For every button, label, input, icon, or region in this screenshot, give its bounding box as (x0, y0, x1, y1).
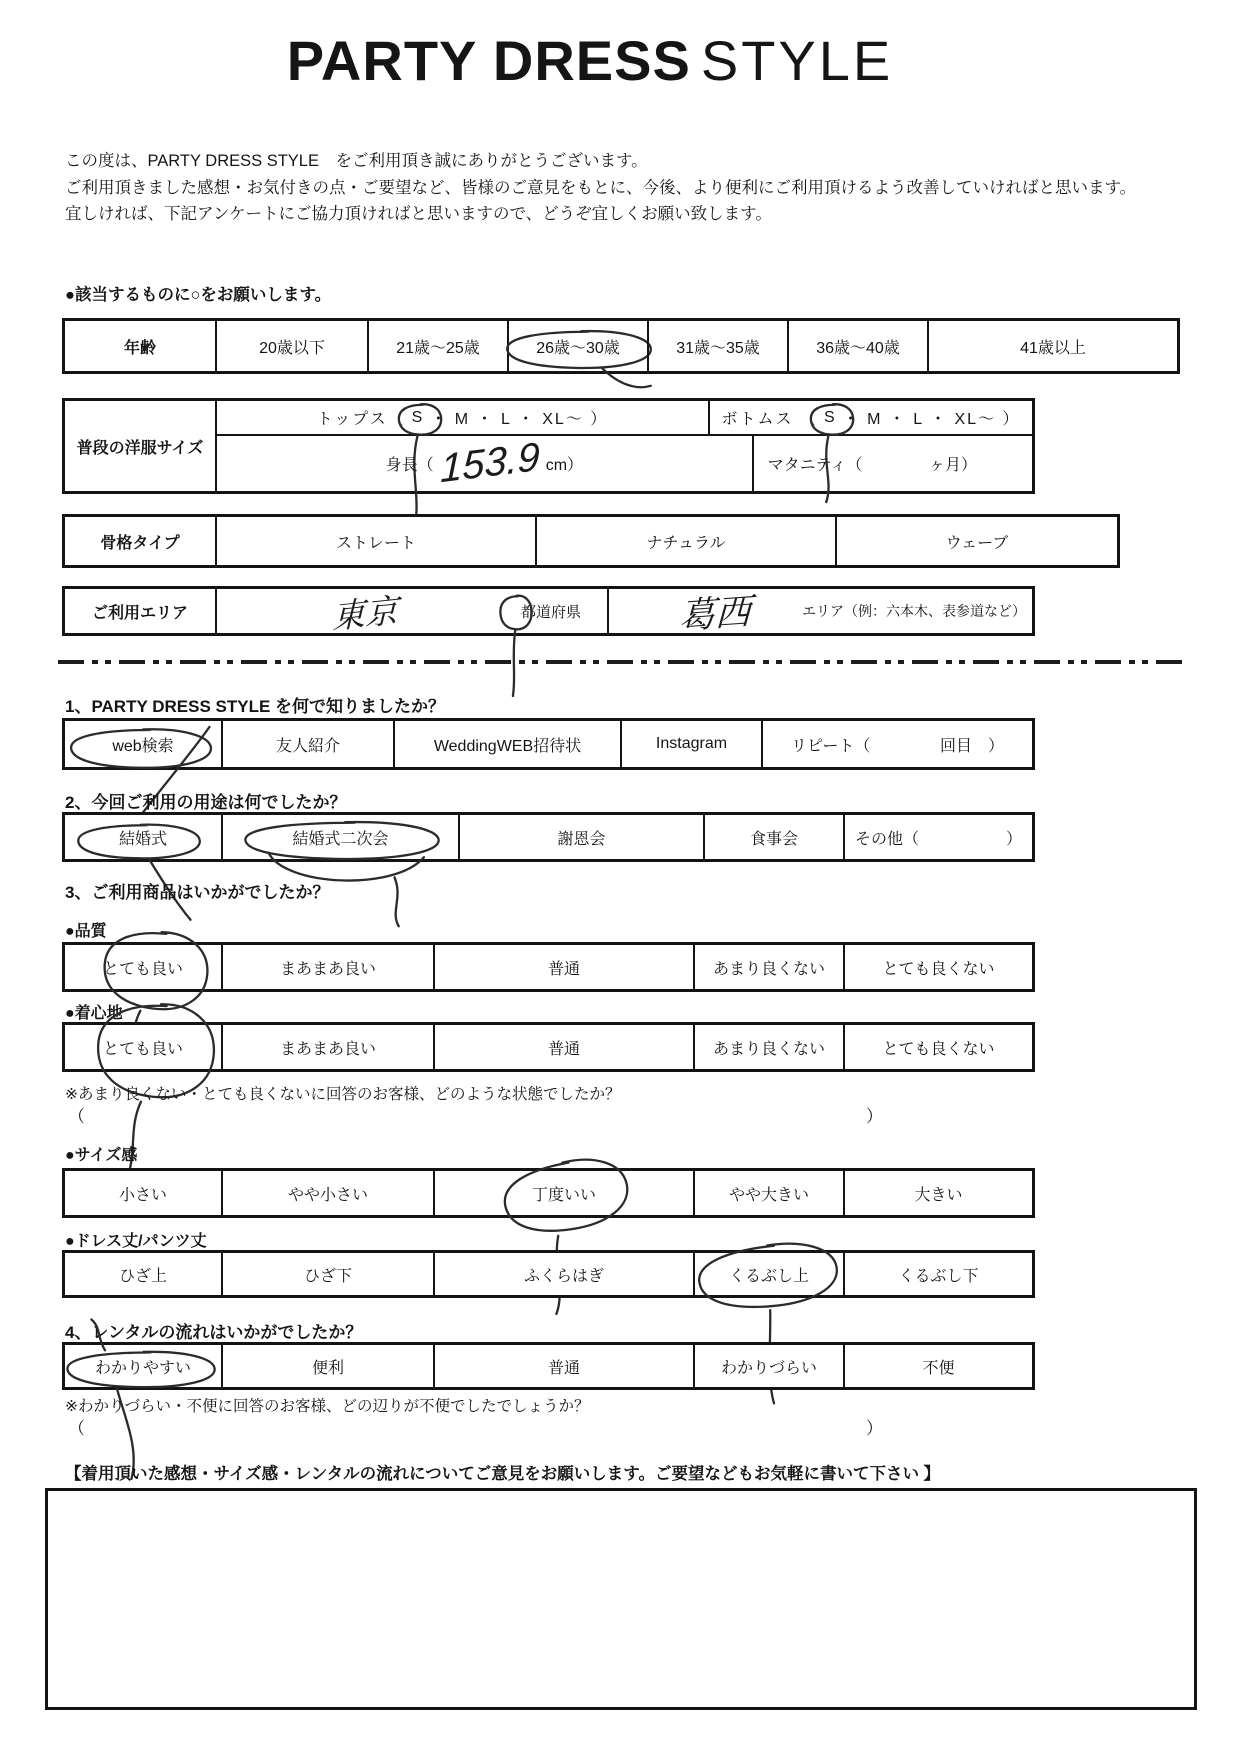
title-secondary: STYLE (700, 29, 894, 92)
intro-line-3: 宜しければ、下記アンケートにご協力頂ければと思いますので、どうぞ宜しくお願い致します。 (65, 205, 772, 223)
q4-option-normal[interactable]: 普通 (433, 1345, 693, 1387)
page-title (0, 28, 1180, 93)
age-option-36-40[interactable]: 36歳～40歳 (787, 321, 927, 371)
intro-line-1: この度は、PARTY DRESS STYLE をご利用頂き誠にありがとうございます。 (65, 152, 648, 170)
q4-option-convenient[interactable]: 便利 (221, 1345, 433, 1387)
length-option-above-ankle[interactable]: くるぶし上 (693, 1253, 843, 1295)
skeleton-label: 骨格タイプ (100, 534, 180, 552)
quality-option-very-bad[interactable]: とても良くない (843, 945, 1032, 989)
size-feel-label: ●サイズ感 (65, 1147, 138, 1164)
age-label: 年齢 (123, 339, 156, 357)
q2-heading: 2、今回ご利用の用途は何でしたか？ (65, 793, 347, 812)
intro-line-2: ご利用頂きました感想・お気付きの点・ご要望など、皆様のご意見をもとに、今後、より便利にご利用頂けるよう改善していければと思います。 (65, 178, 1137, 197)
bottoms-size-s[interactable]: S (818, 409, 843, 427)
q4-option-inconvenient[interactable]: 不便 (843, 1345, 1032, 1387)
quality-table (62, 942, 1035, 992)
size-feel-option-bit-large[interactable]: やや大きい (693, 1171, 843, 1215)
comfort-option-normal[interactable]: 普通 (433, 1025, 693, 1069)
area-label-cell (65, 589, 215, 633)
q4-note-blank[interactable]: （ ） (68, 1419, 883, 1438)
handwritten-area: 葛西 (678, 589, 752, 637)
area-label: ご利用エリア (91, 604, 188, 622)
q2-option-other[interactable]: その他（ ） (843, 815, 1032, 859)
length-option-above-knee[interactable]: ひざ上 (118, 1267, 167, 1285)
q1-option-wedding-web[interactable]: WeddingWEB招待状 (393, 721, 620, 767)
comfort-table (62, 1022, 1035, 1072)
length-option-below-knee[interactable]: ひざ下 (221, 1253, 433, 1295)
comment-header: 【着用頂いた感想・サイズ感・レンタルの流れについてご意見をお願いします。ご要望などもお気軽に書いて下さい 】 (65, 1465, 941, 1483)
area-detail-cell[interactable] (607, 589, 1032, 637)
height-cell[interactable]: 身長（ 153.9 cm） (385, 434, 584, 492)
comfort-option-fairly-good[interactable]: まあまあ良い (221, 1025, 433, 1069)
age-table (62, 318, 1180, 374)
q1-table (62, 718, 1035, 770)
comfort-note: ※あまり良くない・とても良くないに回答のお客様、どのような状態でしたか？ (65, 1086, 621, 1103)
comment-box[interactable] (45, 1488, 1197, 1710)
skeleton-type-table (62, 514, 1120, 568)
clothing-size-table (62, 398, 1035, 494)
usage-area-table (62, 586, 1035, 636)
bottoms-size-cell[interactable]: ボトムス （ S ・ M ・ L ・ XL～ ） (708, 401, 1032, 434)
maternity-cell[interactable]: マタニティ（ ヶ月） (752, 436, 1032, 491)
age-option-31-35[interactable]: 31歳～35歳 (647, 321, 787, 371)
circle-instruction: ●該当するものに○をお願いします。 (65, 286, 332, 304)
title-primary: PARTY DRESS (286, 29, 691, 92)
length-option-below-ankle[interactable]: くるぶし下 (843, 1253, 1032, 1295)
q1-option-web-search[interactable]: web検索 (65, 721, 221, 767)
q4-option-easy[interactable]: わかりやすい (65, 1345, 221, 1387)
q2-option-wedding[interactable]: 結婚式 (65, 815, 221, 859)
quality-option-not-good[interactable]: あまり良くない (693, 945, 843, 989)
size-feel-option-small[interactable]: 小さい (118, 1186, 167, 1204)
size-feel-table (62, 1168, 1035, 1218)
length-table (62, 1250, 1035, 1298)
prefecture-caption: 都道府県 (521, 601, 581, 622)
age-option-41-plus[interactable]: 41歳以上 (927, 321, 1177, 371)
q3-heading: 3、ご利用商品はいかがでしたか？ (65, 883, 330, 902)
quality-option-fairly-good[interactable]: まあまあ良い (221, 945, 433, 989)
skeleton-label-cell (65, 517, 215, 565)
skeleton-option-straight[interactable]: ストレート (215, 517, 535, 565)
q4-table (62, 1342, 1035, 1390)
quality-option-very-good[interactable]: とても良い (65, 945, 221, 989)
size-feel-option-bit-small[interactable]: やや小さい (221, 1171, 433, 1215)
dashed-separator (58, 660, 1188, 664)
q2-option-dinner[interactable]: 食事会 (703, 815, 843, 859)
area-caption: エリア（例：六本木、表参道など） (802, 603, 1026, 619)
comfort-option-very-good[interactable]: とても良い (65, 1025, 221, 1069)
q4-heading: 4、レンタルの流れはいかがでしたか？ (65, 1323, 363, 1342)
age-option-26-30[interactable]: 26歳～30歳 (507, 321, 647, 371)
handwritten-prefecture: 東京 (332, 590, 398, 636)
size-feel-option-large[interactable]: 大きい (843, 1171, 1032, 1215)
length-label: ●ドレス丈/パンツ丈 (65, 1233, 207, 1250)
prefecture-cell[interactable] (215, 589, 607, 636)
length-option-calf[interactable]: ふくらはぎ (433, 1253, 693, 1295)
age-label-cell (65, 321, 215, 371)
age-option-under-20[interactable]: 20歳以下 (215, 321, 367, 371)
size-feel-option-just-right[interactable]: 丁度いい (433, 1171, 693, 1215)
comfort-note-blank[interactable]: （ ） (68, 1107, 883, 1126)
q2-option-wedding-afterparty[interactable]: 結婚式二次会 (221, 815, 458, 859)
comfort-option-very-bad[interactable]: とても良くない (843, 1025, 1032, 1069)
q4-note: ※わかりづらい・不便に回答のお客様、どの辺りが不便でしたでしょうか？ (65, 1398, 590, 1415)
handwritten-height: 153.9 (439, 434, 540, 492)
size-label-cell (65, 401, 215, 491)
tops-size-cell[interactable]: トップス（ S ・ M ・ L ・ XL～ ） (217, 401, 708, 434)
q4-option-confusing[interactable]: わかりづらい (693, 1345, 843, 1387)
comfort-option-not-good[interactable]: あまり良くない (693, 1025, 843, 1069)
q1-option-repeat[interactable]: リピート（ 回目 ） (761, 721, 1032, 767)
quality-option-normal[interactable]: 普通 (433, 945, 693, 989)
q1-option-friend-referral[interactable]: 友人紹介 (221, 721, 393, 767)
tops-size-s[interactable]: S (406, 409, 431, 427)
q1-heading: 1、PARTY DRESS STYLE を何で知りましたか？ (65, 697, 446, 716)
q1-option-instagram[interactable]: Instagram (620, 721, 761, 767)
q2-table (62, 812, 1035, 862)
skeleton-option-wave[interactable]: ウェーブ (835, 517, 1117, 565)
quality-label: ●品質 (65, 923, 107, 940)
comfort-label: ●着心地 (65, 1005, 123, 1022)
skeleton-option-natural[interactable]: ナチュラル (535, 517, 835, 565)
size-label: 普段の洋服サイズ (76, 439, 204, 457)
intro-text (65, 148, 1180, 228)
age-option-21-25[interactable]: 21歳～25歳 (367, 321, 507, 371)
q2-option-thanks-party[interactable]: 謝恩会 (458, 815, 703, 859)
